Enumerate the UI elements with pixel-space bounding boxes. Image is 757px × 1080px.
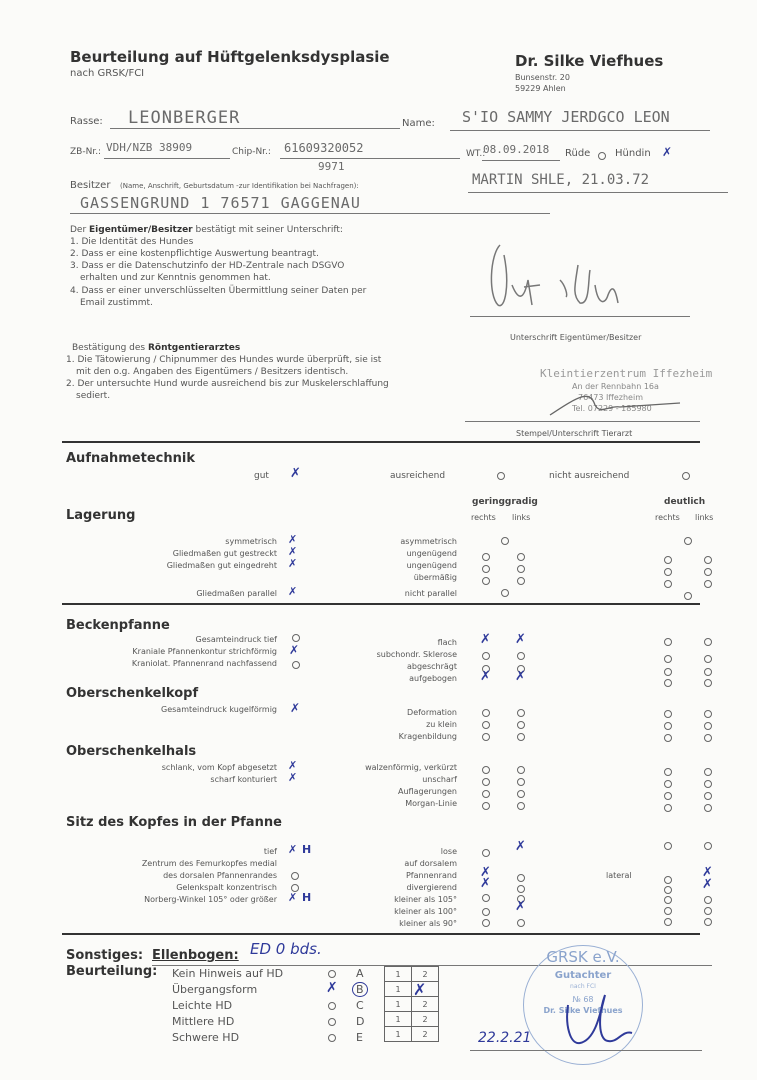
grade-grid-cell-1[interactable]: 1: [385, 982, 412, 997]
rasse-line: [110, 128, 400, 129]
grade-grid-row: [385, 967, 439, 982]
finding-radio[interactable]: [664, 668, 672, 676]
rasse-label: Rasse:: [70, 116, 103, 127]
finding-radio[interactable]: [517, 709, 525, 717]
kopf-title: Oberschenkelkopf: [66, 686, 199, 701]
grade-radio[interactable]: [328, 1018, 336, 1026]
finding-check-icon[interactable]: ✗: [480, 669, 491, 684]
becken-right-0: flach: [437, 638, 457, 647]
grade-b2-check-icon[interactable]: ✗: [413, 980, 427, 999]
col-deutlich-rechts: rechts: [655, 513, 680, 522]
divider-bottom: [62, 933, 700, 935]
finding-radio[interactable]: [704, 896, 712, 904]
sitz-pfannenrand-radio[interactable]: [291, 872, 299, 880]
sitz-right-6: kleiner als 90°: [399, 919, 457, 928]
lagerung-check-icon[interactable]: ✗: [288, 533, 298, 546]
grade-text: Leichte HD: [172, 999, 233, 1012]
vet-city: 59229 Ahlen: [515, 84, 566, 93]
hals-left-1: scharf konturiert: [210, 775, 277, 784]
sitz-left-2: des dorsalen Pfannenrandes: [163, 871, 277, 880]
finding-check-icon[interactable]: ✗: [702, 865, 713, 880]
lagerung-left-2: Gliedmaßen gut eingedreht: [166, 561, 277, 570]
wt-label: WT.:: [466, 149, 486, 159]
finding-radio[interactable]: [704, 918, 712, 926]
grade-radio[interactable]: [328, 1034, 336, 1042]
finding-radio[interactable]: [482, 577, 490, 585]
lagerung-right-0: asymmetrisch: [400, 537, 457, 546]
sitz-norberg-check-icon[interactable]: ✗: [288, 891, 298, 904]
finding-radio[interactable]: [684, 537, 692, 545]
grade-text: Kein Hinweis auf HD: [172, 967, 284, 980]
finding-radio[interactable]: [704, 734, 712, 742]
finding-radio[interactable]: [664, 568, 672, 576]
grade-grid-row: [385, 982, 439, 997]
col-gering-links: links: [512, 513, 531, 522]
finding-radio[interactable]: [664, 710, 672, 718]
sitz-lateral: lateral: [606, 871, 632, 880]
huendin-label: Hündin: [615, 148, 651, 159]
finding-radio[interactable]: [482, 553, 490, 561]
finding-radio[interactable]: [664, 896, 672, 904]
hals-right-2: Auflagerungen: [398, 787, 457, 796]
form-subtitle: nach GRSK/FCI: [70, 68, 145, 79]
lagerung-right-1: ungenügend: [406, 549, 457, 558]
aufnahme-gut-check-icon[interactable]: ✗: [290, 466, 301, 481]
vet-item-1: 1. Die Tätowierung / Chipnummer des Hundes wurde überprüft, sie ist: [66, 355, 382, 365]
finding-radio[interactable]: [664, 768, 672, 776]
wt-value: 08.09.2018: [483, 143, 550, 156]
grade-check-icon[interactable]: ✗: [326, 980, 338, 996]
grade-grid-cell-1[interactable]: 1: [385, 967, 412, 982]
chip-value: 61609320052: [284, 141, 364, 155]
finding-radio[interactable]: [664, 580, 672, 588]
finding-check-icon[interactable]: ✗: [480, 632, 491, 647]
grade-grid-row: [385, 997, 439, 1012]
sitz-tief-note: H: [302, 843, 312, 856]
vet-item-2: 2. Der untersuchte Hund wurde ausreichend bis zur Muskelerschlaffung: [66, 379, 389, 389]
finding-radio[interactable]: [704, 580, 712, 588]
aufnahme-nicht: nicht ausreichend: [549, 471, 630, 481]
vet-street: Bunsenstr. 20: [515, 73, 570, 82]
finding-radio[interactable]: [517, 919, 525, 927]
owner-item-4: 4. Dass er einer unverschlüsselten Übermittlung seiner Daten per: [70, 286, 367, 296]
sitz-norberg-note: H: [302, 891, 312, 904]
zb-label: ZB-Nr.:: [70, 147, 102, 157]
finding-radio[interactable]: [517, 790, 525, 798]
grade-letter: D: [356, 1015, 365, 1028]
chip-extra: 9971: [318, 160, 345, 173]
zb-value: VDH/NZB 38909: [106, 141, 193, 154]
owner-item-3b: erhalten und zur Kenntnis genommen hat.: [80, 273, 271, 283]
sitz-right-0: lose: [440, 847, 457, 856]
hals-left-0: schlank, vom Kopf abgesetzt: [161, 763, 277, 772]
lagerung-left-1: Gliedmaßen gut gestreckt: [172, 549, 277, 558]
finding-radio[interactable]: [517, 766, 525, 774]
date-line: [470, 1050, 702, 1051]
finding-radio[interactable]: [704, 638, 712, 646]
grade-grid-cell-2[interactable]: 2: [412, 1027, 439, 1042]
finding-radio[interactable]: [482, 919, 490, 927]
finding-radio[interactable]: [664, 722, 672, 730]
finding-radio[interactable]: [482, 802, 490, 810]
assessor-signature: [560, 985, 660, 1055]
finding-radio[interactable]: [517, 652, 525, 660]
grade-letter: A: [356, 967, 364, 980]
finding-check-icon[interactable]: ✗: [702, 877, 713, 892]
kopf-right-0: Deformation: [407, 708, 457, 717]
ruede-label: Rüde: [565, 148, 591, 159]
finding-radio[interactable]: [517, 885, 525, 893]
aufnahme-gut: gut: [254, 471, 269, 481]
finding-radio[interactable]: [684, 592, 692, 600]
grade-grid-row: [385, 1027, 439, 1042]
stamp-street: An der Rennbahn 16a: [572, 382, 659, 391]
grade-letter: B: [352, 982, 368, 997]
beurteilung-label: Beurteilung:: [66, 964, 158, 979]
owner-signature-caption: Unterschrift Eigentümer/Besitzer: [510, 333, 642, 342]
col-gering-rechts: rechts: [471, 513, 496, 522]
besitzer-value: MARTIN SHLE, 21.03.72: [472, 172, 650, 188]
kopf-right-2: Kragenbildung: [398, 732, 457, 741]
aufnahme-nicht-radio[interactable]: [682, 472, 690, 480]
lagerung-left-3: Gliedmaßen parallel: [196, 589, 277, 598]
col-gering: geringgradig: [472, 497, 538, 507]
kopf-right-1: zu klein: [426, 720, 457, 729]
wt-line: [482, 160, 560, 161]
finding-radio[interactable]: [664, 556, 672, 564]
aufnahme-title: Aufnahmetechnik: [66, 451, 195, 466]
finding-radio[interactable]: [664, 907, 672, 915]
ellenbogen-label: Ellenbogen:: [152, 948, 239, 963]
becken-right-3: aufgebogen: [409, 674, 457, 683]
name-value: S'IO SAMMY JERDGCO LEON: [462, 108, 670, 126]
finding-radio[interactable]: [517, 577, 525, 585]
sitz-left-1: Zentrum des Femurkopfes medial: [141, 859, 277, 868]
lagerung-right-4: nicht parallel: [404, 589, 457, 598]
sitz-right-2: Pfannenrand: [405, 871, 457, 880]
finding-radio[interactable]: [482, 721, 490, 729]
stamp-line: [465, 421, 700, 422]
assessment-date: 22.2.21: [478, 1030, 532, 1046]
vet-signature: [540, 385, 690, 420]
becken-left-2: Kraniolat. Pfannenrand nachfassend: [131, 659, 277, 668]
finding-radio[interactable]: [704, 842, 712, 850]
finding-radio[interactable]: [704, 792, 712, 800]
name-label: Name:: [402, 118, 435, 129]
finding-check-icon[interactable]: ✗: [515, 669, 526, 684]
owner-item-2: 2. Dass er eine kostenpflichtige Auswertung beantragt.: [70, 249, 319, 259]
finding-radio[interactable]: [482, 766, 490, 774]
finding-radio[interactable]: [501, 589, 509, 597]
lagerung-check-icon[interactable]: ✗: [288, 545, 298, 558]
finding-radio[interactable]: [704, 804, 712, 812]
grade-text: Mittlere HD: [172, 1015, 235, 1028]
hals-title: Oberschenkelhals: [66, 744, 197, 759]
owner-confirm-intro: Der Eigentümer/Besitzer bestätigt mit seiner Unterschrift:: [70, 225, 343, 235]
finding-radio[interactable]: [517, 874, 525, 882]
becken-title: Beckenpfanne: [66, 618, 170, 633]
finding-radio[interactable]: [704, 556, 712, 564]
finding-radio[interactable]: [482, 652, 490, 660]
sitz-left-0: tief: [263, 847, 277, 856]
finding-check-icon[interactable]: ✗: [480, 865, 491, 880]
finding-radio[interactable]: [704, 722, 712, 730]
chip-label: Chip-Nr.:: [232, 147, 271, 157]
finding-radio[interactable]: [704, 780, 712, 788]
finding-radio[interactable]: [664, 638, 672, 646]
becken-strich-check-icon[interactable]: ✗: [289, 643, 300, 657]
besitzer-line: [468, 192, 728, 193]
finding-radio[interactable]: [704, 907, 712, 915]
kopf-left-0: Gesamteindruck kugelförmig: [161, 705, 277, 714]
stamp-caption: Stempel/Unterschrift Tierarzt: [516, 429, 633, 438]
finding-radio[interactable]: [704, 655, 712, 663]
huendin-check-mark-icon[interactable]: ✗: [662, 145, 673, 159]
becken-right-2: abgeschrägt: [406, 662, 457, 671]
grade-grid: [384, 966, 439, 1042]
besitzer-hint: (Name, Anschrift, Geburtsdatum -zur Identifikation bei Nachfragen):: [120, 182, 359, 190]
vet-name: Dr. Silke Viefhues: [515, 52, 664, 70]
becken-left-0: Gesamteindruck tief: [195, 635, 277, 644]
owner-item-3: 3. Dass er die Datenschutzinfo der HD-Zentrale nach DSGVO: [70, 261, 345, 271]
address-line: [70, 213, 550, 214]
sonstiges-label: Sonstiges:: [66, 948, 144, 963]
finding-radio[interactable]: [482, 733, 490, 741]
finding-radio[interactable]: [517, 565, 525, 573]
grade-grid-cell-1[interactable]: 1: [385, 997, 412, 1012]
chip-line: [280, 158, 460, 159]
name-line: [450, 130, 710, 131]
besitzer-label: Besitzer: [70, 180, 111, 191]
lagerung-check-icon[interactable]: ✗: [288, 585, 298, 598]
finding-radio[interactable]: [704, 568, 712, 576]
grade-letter: C: [356, 999, 364, 1012]
zb-line: [104, 158, 230, 159]
lagerung-title: Lagerung: [66, 508, 136, 523]
finding-radio[interactable]: [664, 886, 672, 894]
form-title: Beurteilung auf Hüftgelenksdysplasie: [70, 48, 390, 66]
finding-radio[interactable]: [664, 679, 672, 687]
vet-item-2b: sediert.: [76, 391, 111, 401]
finding-radio[interactable]: [517, 721, 525, 729]
grade-radio[interactable]: [328, 1002, 336, 1010]
lagerung-left-0: symmetrisch: [225, 537, 277, 546]
lagerung-right-2: ungenügend: [406, 561, 457, 570]
hals-right-1: unscharf: [422, 775, 457, 784]
owner-signature-line: [470, 316, 690, 317]
finding-radio[interactable]: [664, 918, 672, 926]
grade-grid-cell-1[interactable]: 1: [385, 1027, 412, 1042]
sitz-right-1: auf dorsalem: [404, 859, 457, 868]
grade-grid-cell-2[interactable]: 2: [412, 967, 439, 982]
finding-radio[interactable]: [664, 734, 672, 742]
owner-signature: [480, 225, 680, 317]
finding-radio[interactable]: [704, 768, 712, 776]
lagerung-right-3: übermäßig: [413, 573, 457, 582]
divider-lagerung: [62, 603, 700, 605]
stamp-city: 76473 Iffezheim: [578, 393, 643, 402]
finding-radio[interactable]: [517, 553, 525, 561]
grade-grid-cell-1[interactable]: 1: [385, 1012, 412, 1027]
finding-radio[interactable]: [664, 780, 672, 788]
finding-radio[interactable]: [704, 679, 712, 687]
aufnahme-ausreichend: ausreichend: [390, 471, 446, 481]
rasse-value: LEONBERGER: [128, 108, 241, 128]
owner-item-1: 1. Die Identität des Hundes: [70, 237, 194, 247]
col-deutlich: deutlich: [664, 497, 706, 507]
sitz-right-5: kleiner als 100°: [394, 907, 457, 916]
becken-right-1: subchondr. Sklerose: [376, 650, 457, 659]
hals-check-icon[interactable]: ✗: [288, 771, 298, 784]
aufnahme-ausreichend-radio[interactable]: [497, 472, 505, 480]
col-deutlich-links: links: [695, 513, 714, 522]
sitz-left-3: Gelenkspalt konzentrisch: [176, 883, 277, 892]
stamp-tel: Tel. 07229 - 185980: [572, 404, 652, 413]
finding-radio[interactable]: [482, 894, 490, 902]
ruede-radio[interactable]: [598, 152, 606, 160]
grade-text: Übergangsform: [172, 983, 258, 996]
finding-radio[interactable]: [482, 565, 490, 573]
finding-radio[interactable]: [482, 849, 490, 857]
finding-radio[interactable]: [664, 655, 672, 663]
owner-item-4b: Email zustimmt.: [80, 298, 153, 308]
divider-top: [62, 441, 700, 443]
hals-right-3: Morgan-Linie: [405, 799, 457, 808]
finding-radio[interactable]: [664, 792, 672, 800]
finding-check-icon[interactable]: ✗: [515, 632, 526, 647]
becken-left-1: Kraniale Pfannenkontur strichförmig: [132, 647, 277, 656]
finding-radio[interactable]: [482, 790, 490, 798]
finding-check-icon[interactable]: ✗: [515, 899, 526, 914]
grade-grid-row: [385, 1012, 439, 1027]
hals-check-icon[interactable]: ✗: [288, 759, 298, 772]
stamp-name: Kleintierzentrum Iffezheim: [540, 367, 713, 380]
grade-radio[interactable]: [328, 970, 336, 978]
grade-text: Schwere HD: [172, 1031, 240, 1044]
grade-grid-cell-2[interactable]: 2: [412, 1012, 439, 1027]
finding-radio[interactable]: [482, 709, 490, 717]
becken-tief-radio[interactable]: [292, 634, 300, 642]
sitz-left-4: Norberg-Winkel 105° oder größer: [144, 895, 277, 904]
finding-check-icon[interactable]: ✗: [515, 839, 526, 854]
finding-radio[interactable]: [664, 842, 672, 850]
vet-confirm-intro: Bestätigung des Röntgentierarztes: [72, 343, 241, 353]
kopf-check-icon[interactable]: ✗: [290, 701, 301, 715]
hals-right-0: walzenförmig, verkürzt: [365, 763, 457, 772]
finding-radio[interactable]: [704, 710, 712, 718]
finding-radio[interactable]: [482, 908, 490, 916]
vet-item-1b: mit den o.g. Angaben des Eigentümers / Besitzers identisch.: [76, 367, 349, 377]
sitz-right-4: kleiner als 105°: [394, 895, 457, 904]
finding-radio[interactable]: [664, 876, 672, 884]
grade-grid-cell-2[interactable]: 2: [412, 997, 439, 1012]
finding-radio[interactable]: [664, 804, 672, 812]
finding-radio[interactable]: [517, 733, 525, 741]
grade-letter: E: [356, 1031, 363, 1044]
lagerung-check-icon[interactable]: ✗: [288, 557, 298, 570]
finding-radio[interactable]: [517, 778, 525, 786]
finding-radio[interactable]: [501, 537, 509, 545]
finding-radio[interactable]: [704, 668, 712, 676]
becken-nachfassend-radio[interactable]: [292, 661, 300, 669]
sitz-right-3: divergierend: [406, 883, 457, 892]
finding-radio[interactable]: [482, 778, 490, 786]
address-value: GASSENGRUND 1 76571 GAGGENAU: [80, 194, 361, 212]
sitz-title: Sitz des Kopfes in der Pfanne: [66, 815, 282, 830]
finding-check-icon[interactable]: ✗: [480, 876, 491, 891]
grsk-seal: GRSK e.V. Gutachter nach FCI № 68 Dr. Silke Viefhues: [523, 945, 643, 1065]
finding-radio[interactable]: [517, 802, 525, 810]
ellenbogen-value: ED 0 bds.: [250, 940, 322, 958]
sitz-tief-check-icon[interactable]: ✗: [288, 843, 298, 856]
